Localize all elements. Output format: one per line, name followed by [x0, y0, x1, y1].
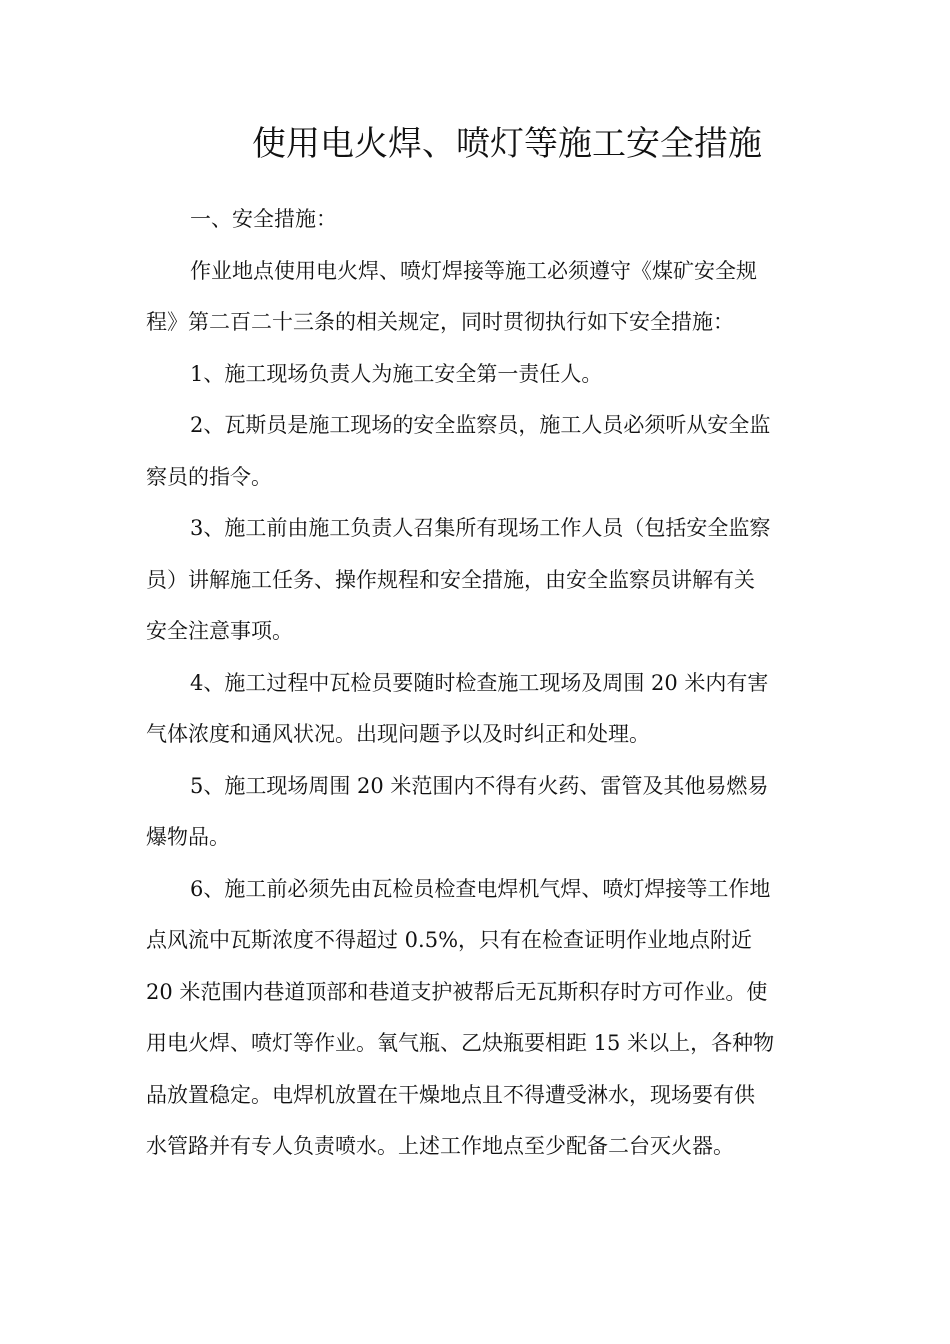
measure-line: 爆物品。: [146, 825, 230, 849]
section-heading: [146, 194, 810, 246]
measure-item-6: [146, 864, 810, 1173]
measure-item-1: [146, 349, 810, 401]
measure-line: 用电火焊、喷灯等作业。氧气瓶、乙炔瓶要相距 15 米以上，各种物: [146, 1031, 775, 1055]
measure-item-4: [146, 658, 810, 761]
measure-line: 3、施工前由施工负责人召集所有现场工作人员（包括安全监察: [190, 516, 771, 540]
intro-line: 程》第二百二十三条的相关规定，同时贯彻执行如下安全措施：: [146, 310, 734, 334]
measure-item-2: [146, 400, 810, 503]
intro-paragraph: [146, 246, 810, 349]
measure-line: 气体浓度和通风状况。出现问题予以及时纠正和处理。: [146, 722, 650, 746]
measure-line: 员）讲解施工任务、操作规程和安全措施，由安全监察员讲解有关: [146, 567, 755, 592]
measure-line: 点风流中瓦斯浓度不得超过 0.5%，只有在检查证明作业地点附近: [146, 928, 753, 952]
measure-item-3: [146, 503, 810, 658]
measure-line: 品放置稳定。电焊机放置在干燥地点且不得遭受淋水，现场要有供: [146, 1082, 755, 1107]
measure-line: 20 米范围内巷道顶部和巷道支护被帮后无瓦斯积存时方可作业。使: [146, 979, 768, 1004]
document-title: 使用电火焊、喷灯等施工安全措施: [252, 124, 762, 164]
measure-line: 6、施工前必须先由瓦检员检查电焊机气焊、喷灯焊接等工作地: [190, 876, 771, 901]
measure-item-5: [146, 761, 810, 864]
section-heading-text: 一、安全措施：: [190, 207, 337, 231]
measure-line: 5、施工现场周围 20 米范围内不得有火药、雷管及其他易燃易: [190, 773, 769, 798]
measure-line: 安全注意事项。: [146, 619, 293, 643]
measure-line: 察员的指令。: [146, 464, 272, 489]
document-body: [146, 194, 810, 1173]
intro-line: 作业地点使用电火焊、喷灯焊接等施工必须遵守《煤矿安全规: [190, 258, 757, 283]
measure-line: 水管路并有专人负责喷水。上述工作地点至少配备二台灭火器。: [146, 1134, 734, 1158]
measure-line: 1、施工现场负责人为施工安全第一责任人。: [190, 361, 603, 386]
measure-line: 4、施工过程中瓦检员要随时检查施工现场及周围 20 米内有害: [190, 670, 769, 695]
measure-line: 2、瓦斯员是施工现场的安全监察员，施工人员必须听从安全监: [190, 413, 771, 437]
